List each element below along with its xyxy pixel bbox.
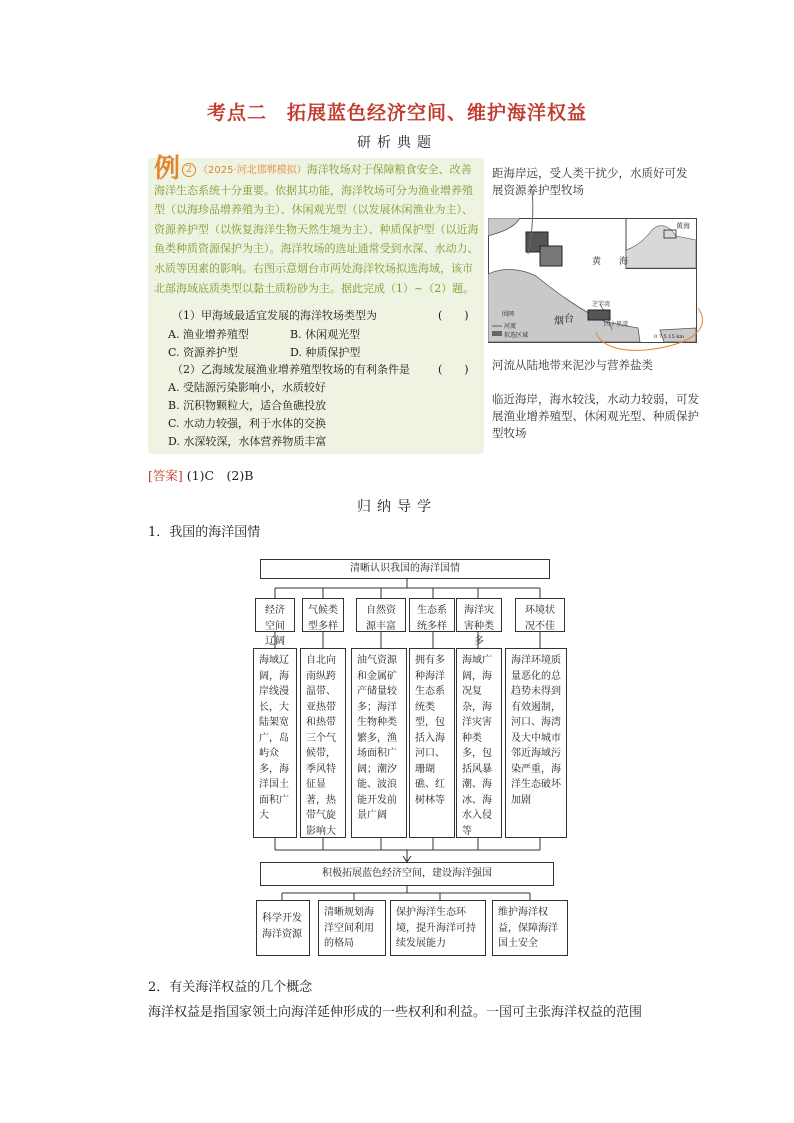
footer-paragraph: 海洋权益是指国家领土向海洋延伸形成的一些权利和利益。一国可主张海洋权益的范围	[148, 1005, 643, 1020]
flow-head-4: 生态系统多样	[409, 598, 455, 632]
flow-top-box: 清晰认识我国的海洋国情	[260, 559, 550, 579]
map-scale: 0 7.5 15 km	[654, 334, 685, 340]
section-heading-study: 研析典题	[357, 135, 437, 151]
flow-head-2: 气候类型多样	[302, 598, 344, 632]
legend-area: 拟选区域	[504, 332, 529, 339]
flow-body-3: 油气资源和金属矿产储量较多；海洋生物种类繁多，渔场面积广阔；潮汐能、波浪能开发前景广阔	[351, 648, 407, 838]
page-title: 考点二 拓展蓝色经济空间、维护海洋权益	[206, 102, 587, 124]
flow-bottom-1: 科学开发海洋资源	[256, 900, 310, 956]
flow-head-6: 环境状况不佳	[515, 598, 565, 632]
q2-option-a[interactable]: A. 受陆源污染影响小，水质较好	[168, 381, 326, 394]
flow-head-5: 海洋灾害种类多	[456, 598, 502, 632]
example-label: 例	[154, 154, 181, 184]
map-place-1: 芝罘湾	[592, 301, 611, 308]
flow-head-1: 经济空间辽阔	[255, 598, 295, 632]
q2-option-b[interactable]: B. 沉积物颗粒大，适合鱼礁投放	[168, 399, 327, 412]
note-bottom: 临近海岸，海水较浅，水动力较弱，可发展渔业增养殖型、休闲观光型、种质保护型牧场	[492, 392, 699, 440]
question-1: （1）甲海域最适宜发展的海洋牧场类型为	[172, 309, 377, 322]
map-sea-label: 黄 海	[592, 257, 629, 267]
map-yantai-b: 台	[564, 314, 574, 325]
answer-tag: [答案]	[148, 468, 183, 483]
answer-text: (1)C (2)B	[186, 468, 254, 483]
q2-option-d[interactable]: D. 水深较深，水体营养物质丰富	[168, 435, 327, 448]
note-middle: 河流从陆地带来泥沙与营养盐类	[492, 358, 653, 372]
q1-option-c[interactable]: C. 资源养护型	[168, 346, 239, 359]
flow-middle-box: 积极拓展蓝色经济空间，建设海洋强国	[260, 862, 554, 886]
flow-bottom-3: 保护海洋生态环境，提升海洋可持续发展能力	[390, 900, 486, 956]
flow-bottom-2: 清晰规划海洋空间利用的格局	[318, 900, 386, 956]
flow-body-1: 海域辽阔，海岸线漫长，大陆架宽广，岛屿众多，海洋国土面积广大	[253, 648, 297, 838]
flow-body-6: 海洋环境质量恶化的总趋势未得到有效遏制，河口、海湾及大中城市邻近海域污染严重，海洋生态破坏加剧	[505, 648, 567, 838]
example-source: （2025·河北邯郸模拟）	[198, 165, 307, 176]
flow-head-3: 自然资源丰富	[356, 598, 406, 632]
flow-bottom-4: 维护海洋权益，保障海洋国土安全	[492, 900, 568, 956]
q2-option-c[interactable]: C. 水动力较强，利于水体的交换	[168, 417, 327, 430]
note-top: 距海岸远，受人类干扰少，水质好可发展资源养护型牧场	[492, 166, 688, 197]
flow-body-2: 自北向南纵跨温带、亚热带和热带三个气候带，季风特征显著，热带气旋影响大	[300, 648, 346, 838]
q1-option-b[interactable]: B. 休闲观光型	[290, 328, 361, 341]
map-place-2: 四十里湾	[604, 321, 629, 328]
q1-option-a[interactable]: A. 渔业增养殖型	[168, 328, 249, 341]
section-heading-guide: 归纳导学	[357, 499, 437, 515]
map-yantai-a: 烟	[554, 316, 564, 327]
example-number: 2	[182, 163, 196, 177]
flow-body-4: 拥有多种海洋生态系统类型，包括入海河口、珊瑚礁、红树林等	[409, 648, 455, 838]
example-intro-text: 海洋牧场对于保障粮食安全、改善海洋生态系统十分重要。依据其功能，海洋牧场可分为渔业增养殖型（以海珍品增养殖为主）、休闲观光型（以发展休闲渔业为主）、资源养护型（以恢复海洋生物天然生境为主）、种质保护型（以近海鱼类种质资源保护为主）。海洋牧场的选址通常受到水深、水动力、水质等因素的影响。右图示意烟台市两处海洋牧场拟选海域，该市北部海域底质类型以黏土质粉砂为主。据此完成（1）~（2）题。	[154, 163, 479, 295]
legend-river: 河流	[504, 323, 517, 330]
flow-body-5: 海域广阔，海况复杂，海洋灾害种类多，包括风暴潮、海冰、海水入侵等	[456, 648, 502, 838]
heading-2: 2．有关海洋权益的几个概念	[148, 980, 313, 995]
heading-1: 1．我国的海洋国情	[148, 525, 261, 540]
q1-option-d[interactable]: D. 种质保护型	[290, 346, 361, 359]
inset-sea-label: 黄海	[676, 222, 690, 230]
question-2-paren: ( )	[438, 363, 469, 376]
question-1-paren: ( )	[438, 309, 469, 322]
map-place-3: 围网	[502, 311, 515, 318]
question-2: （2）乙海域发展渔业增养殖型牧场的有利条件是	[172, 363, 410, 376]
